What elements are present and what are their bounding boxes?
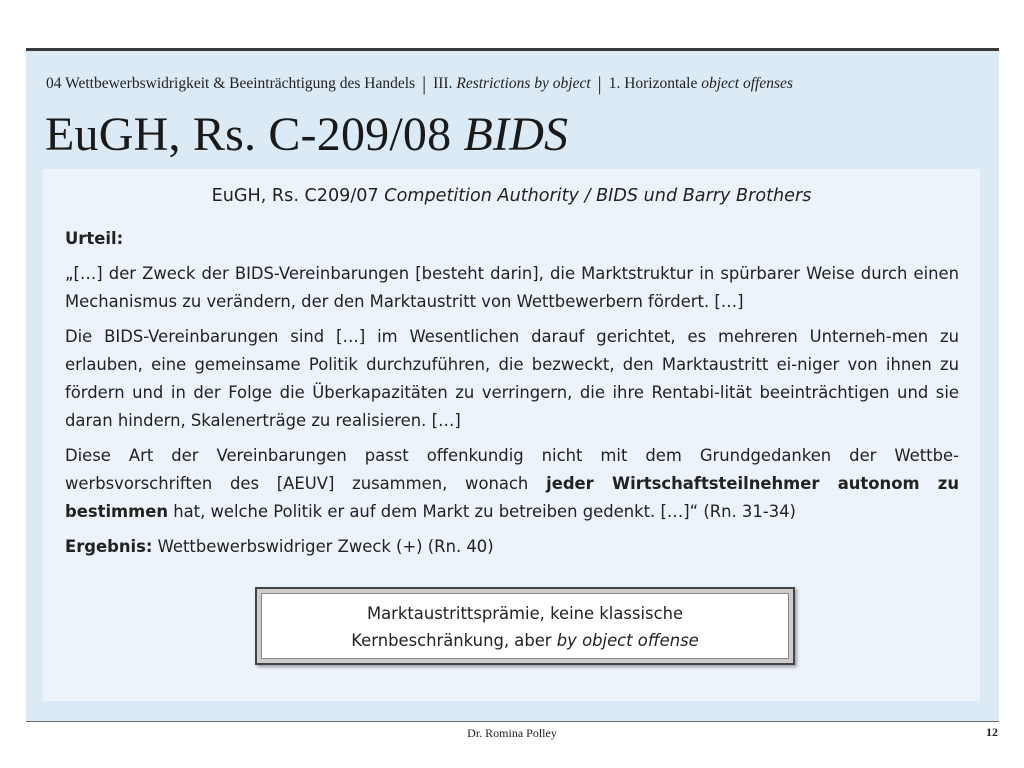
case-heading-text: EuGH, Rs. C209/07 — [211, 186, 385, 206]
footer-author: Dr. Romina Polley — [467, 726, 557, 740]
callout-line-2 — [257, 627, 793, 654]
breadcrumb — [46, 73, 793, 96]
quote-paragraph-1: „[…] der Zweck der BIDS-Vereinbarungen [besteht darin], die Marktstruktur in spürbarer Weise durch einen Mechanismus zu verändern, der den Marktaustritt von Wettbewerbern fördert. […] — [65, 264, 959, 311]
callout-line-2-text: Kernbeschränkung, aber — [351, 631, 557, 650]
breadcrumb-subsection-prefix: 1. Horizontale — [608, 75, 702, 92]
judgment-text — [65, 225, 959, 568]
quote-paragraph-3 — [65, 442, 959, 526]
page-title-text: EuGH, Rs. C-209/08 — [45, 108, 464, 161]
content-box — [43, 169, 980, 701]
breadcrumb-section-prefix: III. — [433, 75, 457, 92]
quote-paragraph-3-bold: jeder Wirtschaftsteilnehmer autonom zu bestimmen — [65, 474, 959, 521]
callout-line-1: Marktaustrittsprämie, keine klassische — [366, 604, 684, 623]
callout-line-2-italic: by object offense — [556, 631, 699, 650]
result-paragraph — [65, 533, 959, 561]
result-text: Wettbewerbswidriger Zweck (+) (Rn. 40) — [152, 537, 494, 556]
breadcrumb-separator: | — [422, 73, 427, 95]
case-heading-italic: Competition Authority / BIDS und Barry Brothers — [384, 186, 812, 206]
breadcrumb-subsection-italic: object offenses — [701, 75, 793, 92]
quote-paragraph-3-start: Diese Art der Vereinbarungen passt offenkundig nicht mit dem Grundgedanken der Wettbe-werbsvorschriften des [AEUV] zusammen, wonach — [65, 446, 959, 493]
case-heading — [43, 186, 980, 206]
page-title-italic: BIDS — [463, 108, 569, 161]
urteil-label-paragraph — [65, 225, 959, 253]
breadcrumb-separator: | — [597, 73, 602, 95]
page-title — [45, 107, 568, 162]
urteil-label: Urteil: — [65, 229, 124, 248]
breadcrumb-section-italic: Restrictions by object — [456, 75, 591, 92]
slide-frame — [26, 48, 999, 722]
breadcrumb-chapter: 04 Wettbewerbswidrigkeit & Beeinträchtigung des Handels — [46, 75, 416, 92]
result-label: Ergebnis: — [65, 537, 153, 556]
summary-callout — [255, 587, 795, 665]
page-number: 12 — [986, 725, 998, 739]
quote-paragraph-2: Die BIDS-Vereinbarungen sind […] im Wesentlichen darauf gerichtet, es mehreren Unterneh-men zu erlauben, eine gemeinsame Politik durchzuführen, die bezweckt, den Marktaustritt ei-niger von ihnen zu fördern und in der Folge die Überkapazitäten zu verringern, die ihre Rentabi-lität beeinträchtigen und sie daran hindern, Skalenerträge zu realisieren. […] — [65, 327, 959, 430]
quote-paragraph-3-end: hat, welche Politik er auf dem Markt zu betreiben gedenkt. […]“ (Rn. 31-34) — [168, 502, 796, 521]
